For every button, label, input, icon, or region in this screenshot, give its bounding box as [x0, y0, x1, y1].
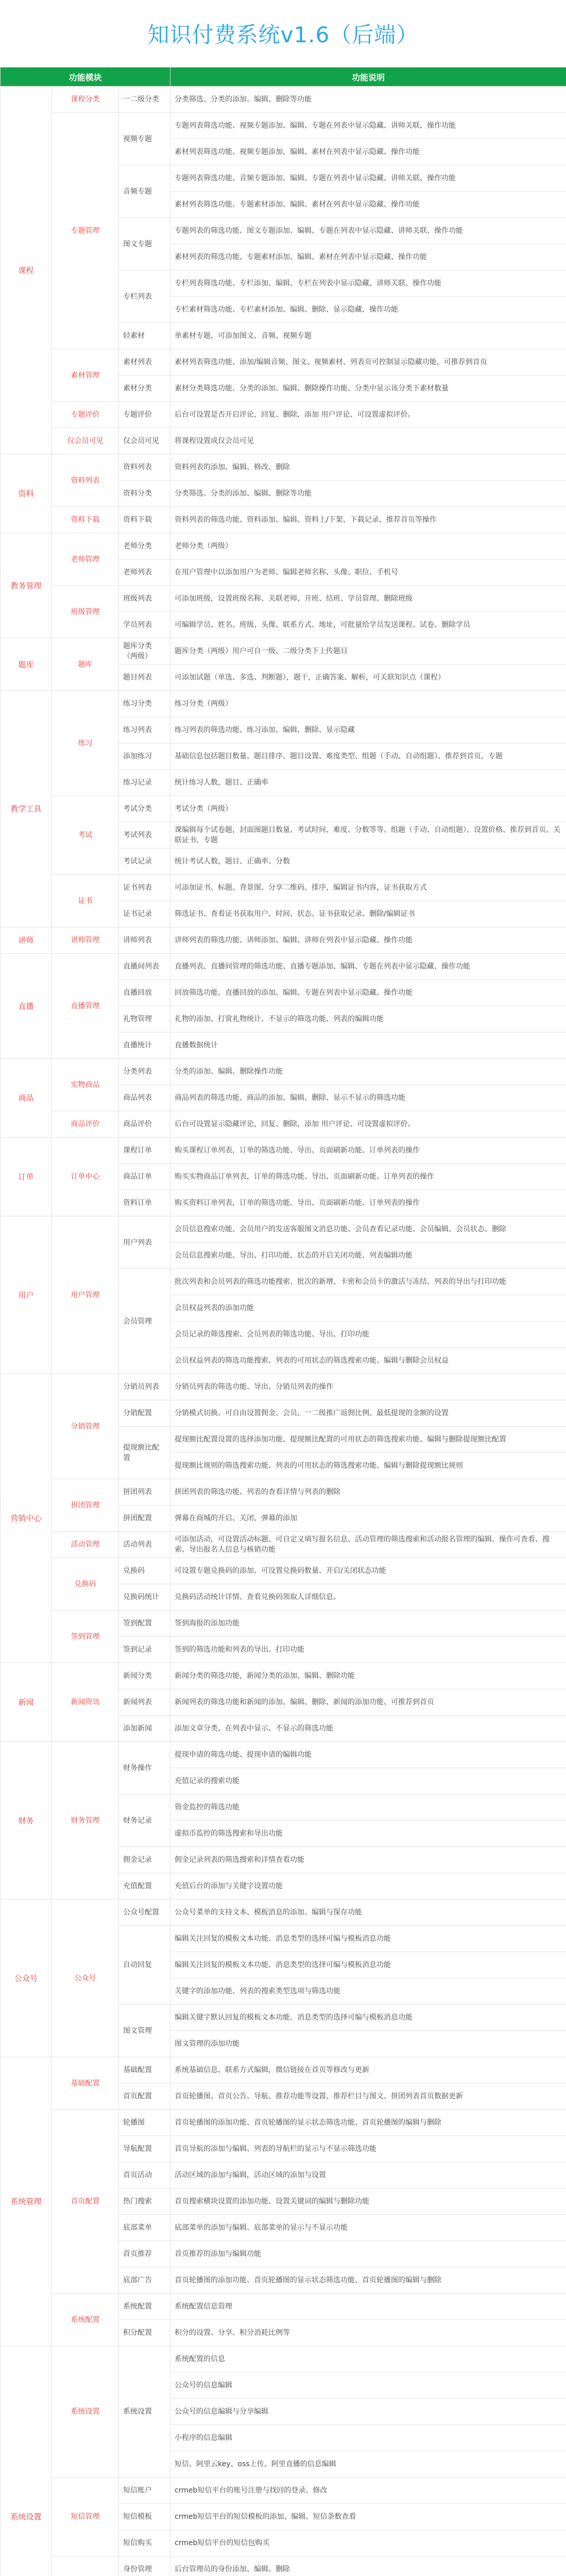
- submodule-cell: 首页配置: [52, 2110, 119, 2294]
- table-row: [1, 533, 566, 560]
- description-cell: 编辑关注回复的模板文本功能、消息类型的选择可编与模板消息功能: [170, 1952, 566, 1978]
- page-cell: 课程订单: [119, 1138, 170, 1164]
- table-row: [1, 1216, 566, 1243]
- description-cell: 分销员列表的筛选功能、导出、分销员列表的操作: [170, 1374, 566, 1400]
- table-row: [1, 454, 566, 481]
- description-cell: 购买资料订单列表，订单的筛选功能、导出、页面刷新功能、订单列表的操作: [170, 1190, 566, 1216]
- page-cell: 商品评价: [119, 1111, 170, 1138]
- page-cell: 资料分类: [119, 481, 170, 507]
- table-row: [1, 1138, 566, 1164]
- page-cell: 签到配置: [119, 1611, 170, 1637]
- page-title: 知识付费系统v1.6（后端）: [147, 22, 419, 47]
- page-cell: 资料列表: [119, 454, 170, 481]
- description-cell: 虚拟币监控的筛选搜索和导出功能: [170, 1821, 566, 1847]
- submodule-cell: 系统配置: [52, 2294, 119, 2346]
- submodule-cell: 讲师管理: [52, 927, 119, 954]
- description-cell: 购买课程订单列表，订单的筛选功能、导出、页面刷新功能、订单列表的操作: [170, 1138, 566, 1164]
- submodule-cell: 班级管理: [52, 586, 119, 638]
- description-cell: 练习列表的筛选功能、练习添加、编辑、删除、显示隐藏: [170, 717, 566, 743]
- description-cell: 会员信息搜索功能、会员用户的发送客服图文消息功能、会员查看记录功能、会员编辑、会员状态、删除: [170, 1216, 566, 1243]
- table-row: [1, 2294, 566, 2320]
- table-header-row: [1, 67, 566, 87]
- page-cell: 底部广告: [119, 2267, 170, 2294]
- submodule-cell: 用户管理: [52, 1216, 119, 1374]
- description-cell: 系统基础信息、联系方式编辑，微信链接在首页等修改与更新: [170, 2057, 566, 2083]
- feature-table: [0, 67, 566, 2576]
- description-cell: 资金监控的筛选功能: [170, 1794, 566, 1821]
- page-cell: 音频专题: [119, 165, 170, 218]
- description-cell: 首页轮播图、首页公告、导航、推荐功能等设置、推荐栏目与图文、拼团列表首页数据更新: [170, 2083, 566, 2110]
- description-cell: 基础信息包括题目数量、题目排序、题目设置、难度类型、组题（手动、自动组题）、推荐到首页、专题: [170, 743, 566, 770]
- submodule-cell: 专题评价: [52, 402, 119, 428]
- description-cell: 练习分类（两级）: [170, 691, 566, 717]
- page-cell: 练习记录: [119, 770, 170, 796]
- description-cell: 首页导航的添加与编辑、列表的导航栏的显示与不显示筛选功能: [170, 2136, 566, 2162]
- table-row: [1, 1111, 566, 1138]
- table-row: [1, 638, 566, 665]
- description-cell: 图文管理的添加功能: [170, 2031, 566, 2057]
- description-cell: 统计考试人数，题目、正确率、分数: [170, 849, 566, 875]
- page-cell: 财务操作: [119, 1742, 170, 1794]
- description-cell: crmeb短信平台的短信模板的添加、编辑、短信条数查看: [170, 2504, 566, 2530]
- module-cell: 讲师: [1, 927, 52, 954]
- page-cell: 一二级分类: [119, 87, 170, 113]
- description-cell: 公众号的信息编辑与分享编辑: [170, 2399, 566, 2425]
- page-cell: 兑换码统计: [119, 1584, 170, 1611]
- page-cell: 学员列表: [119, 612, 170, 638]
- page-cell: 底部菜单: [119, 2215, 170, 2241]
- page-cell: 专题评价: [119, 402, 170, 428]
- description-cell: 会员记录的筛选搜索、会员列表的筛选功能、导出、打印功能: [170, 1321, 566, 1348]
- page-cell: 公众号配置: [119, 1900, 170, 1926]
- page-cell: 练习分类: [119, 691, 170, 717]
- description-cell: 素材列表筛选功能、视频专题添加、编辑、素材在列表中显示隐藏、操作功能: [170, 139, 566, 165]
- submodule-cell: 题库: [52, 638, 119, 691]
- page-cell: 短信购买: [119, 2530, 170, 2556]
- submodule-cell: 系统设置: [52, 2346, 119, 2478]
- module-cell: 订单: [1, 1138, 52, 1216]
- page-cell: 系统配置: [119, 2294, 170, 2320]
- description-cell: 资料列表的添加、编辑、修改、删除: [170, 454, 566, 481]
- page-cell: 佣金记录: [119, 1847, 170, 1873]
- description-cell: 底部菜单的添加与编辑、底部菜单的显示与不显示功能: [170, 2215, 566, 2241]
- page-cell: 分类列表: [119, 1059, 170, 1085]
- page-cell: 用户列表: [119, 1216, 170, 1269]
- module-cell: 新闻: [1, 1663, 52, 1742]
- table-row: [1, 2556, 566, 2576]
- module-cell: 系统设置: [1, 2346, 52, 2576]
- description-cell: 统计练习人数，题目、正确率: [170, 770, 566, 796]
- description-cell: 新闻列表的筛选功能和新闻的添加、编辑、删除、新闻的添加功能、可推荐到首页: [170, 1689, 566, 1716]
- description-cell: 题库分类（两级）用户可自一级、二级分类下上传题目: [170, 638, 566, 665]
- page-cell: 充值配置: [119, 1873, 170, 1900]
- table-row: [1, 1532, 566, 1558]
- page-cell: 拼团列表: [119, 1479, 170, 1505]
- page-cell: 素材分类: [119, 376, 170, 402]
- description-cell: 素材分类筛选功能、分类的添加、编辑、删除操作功能、分类中显示该分类下素材数量: [170, 376, 566, 402]
- description-cell: 签到的筛选功能和列表的导出、打印功能: [170, 1637, 566, 1663]
- page-cell: 分销员列表: [119, 1374, 170, 1400]
- description-cell: 会员权益列表的添加功能: [170, 1295, 566, 1321]
- description-cell: 可添加试题（单选、多选、判断题），题干，正确答案、解析，可关联知识点（课程）: [170, 665, 566, 691]
- page-cell: 资料订单: [119, 1190, 170, 1216]
- submodule-cell: 订单中心: [52, 1138, 119, 1216]
- description-cell: 专栏列表筛选功能、专栏添加、编辑、专栏在列表中显示隐藏、讲师关联、操作功能: [170, 270, 566, 297]
- description-cell: 课编辑每个试卷题，封面图题目数量、考试时间、难度、分数等等、组题（手动、自动组题）、设置价格、推荐到首页、关联证书、专题: [170, 822, 566, 849]
- submodule-cell: 练习: [52, 691, 119, 796]
- table-row: [1, 1900, 566, 1926]
- description-cell: 专题列表的筛选功能、图文专题添加、编辑、专题在列表中显示隐藏、讲师关联、操作功能: [170, 218, 566, 244]
- table-row: [1, 113, 566, 139]
- description-cell: 分类筛选、分类的添加、编辑、删除等功能: [170, 87, 566, 113]
- page-cell: 礼物管理: [119, 1006, 170, 1032]
- page-cell: 财务记录: [119, 1794, 170, 1847]
- page-cell: 首页活动: [119, 2162, 170, 2189]
- submodule-cell: 考试: [52, 796, 119, 875]
- table-row: [1, 428, 566, 454]
- page-cell: 轻素材: [119, 323, 170, 349]
- description-cell: 提现额比规则的筛选搜索功能、列表的可用状态的筛选搜索功能、编辑与删除提现额比规则: [170, 1453, 566, 1479]
- description-cell: 素材列表的筛选功能、专题素材添加、编辑、素材在列表中显示隐藏、操作功能: [170, 244, 566, 270]
- table-row: [1, 1611, 566, 1637]
- description-cell: crmeb短信平台的短信包购买: [170, 2530, 566, 2556]
- page-cell: 分销配置: [119, 1400, 170, 1427]
- submodule-cell: 签到管理: [52, 1611, 119, 1663]
- description-cell: 充值后台的添加与关键字设置功能: [170, 1873, 566, 1900]
- page-cell: 短信模板: [119, 2504, 170, 2530]
- table-row: [1, 349, 566, 376]
- submodule-cell: 课程分类: [52, 87, 119, 113]
- description-cell: 礼物的添加、打赏礼物统计、不显示的筛选功能、列表的编辑功能: [170, 1006, 566, 1032]
- page-cell: 专栏列表: [119, 270, 170, 323]
- page-cell: 考试分类: [119, 796, 170, 822]
- submodule-cell: 证书: [52, 875, 119, 927]
- page-cell: 签到记录: [119, 1637, 170, 1663]
- description-cell: 后台管理员的身份添加、编辑、删除: [170, 2556, 566, 2576]
- description-cell: 充值记录的搜索功能: [170, 1768, 566, 1794]
- table-body: [1, 87, 566, 2576]
- header-description: 功能说明: [170, 67, 566, 87]
- description-cell: 关键字的添加功能、列表的搜索类型选项与筛选功能: [170, 1978, 566, 2005]
- description-cell: 首页搜索横块设置的添加功能、设置关键词的编辑与删除功能: [170, 2189, 566, 2215]
- table-row: [1, 954, 566, 980]
- description-cell: 编辑关键字默认回复的模板文本功能、消息类型的选择可编与模板消息功能: [170, 2005, 566, 2031]
- description-cell: 兑换码活动统计详情、查看兑换码领取人详细信息。: [170, 1584, 566, 1611]
- description-cell: 会员权益列表的筛选功能搜索、列表的可用状态的筛选搜索功能、编辑与删除会员权益: [170, 1348, 566, 1374]
- module-cell: 课程: [1, 87, 52, 454]
- description-cell: 可添加证书、标题、背景图、分享二维码、排序，编辑证书内容，证书获取方式: [170, 875, 566, 901]
- submodule-cell: 财务管理: [52, 1742, 119, 1900]
- description-cell: 在用户管理中以添加用户为老师、编辑老师名称、头像、职位、手机号: [170, 560, 566, 586]
- table-row: [1, 1742, 566, 1768]
- description-cell: 专题列表筛选功能、音频专题添加、编辑、专题在列表中显示隐藏、讲师关联、操作功能: [170, 165, 566, 192]
- description-cell: 编辑关注回复的模板文本功能、消息类型的选择可编与模板消息功能: [170, 1926, 566, 1952]
- submodule-cell: 活动管理: [52, 1532, 119, 1558]
- description-cell: 提现额比配置设置的选择添加功能、提现额比配置的可用状态的筛选搜索功能、编辑与删除提现额比配置: [170, 1427, 566, 1453]
- page-cell: 考试记录: [119, 849, 170, 875]
- description-cell: 讲师列表的筛选功能、讲师添加、编辑、讲师在列表中显示隐藏、操作功能: [170, 927, 566, 954]
- description-cell: 筛选证书、查看证书获取用户、时间、状态、证书获取记录、删除/编辑证书: [170, 901, 566, 927]
- description-cell: 短信、阿里云key、oss上传、阿里直播的信息编辑: [170, 2451, 566, 2478]
- page-cell: 讲师列表: [119, 927, 170, 954]
- description-cell: 公众号菜单的支持文本、模板消息的添加、编辑与保存功能: [170, 1900, 566, 1926]
- page-cell: 首页推荐: [119, 2241, 170, 2267]
- description-cell: 系统配置的信息: [170, 2346, 566, 2372]
- page-cell: 积分配置: [119, 2320, 170, 2346]
- description-cell: 可添加活动，可设置活动标题、可自定义填写报名信息、活动管理的筛选搜索和活动报名管理的编辑、操作可查看、搜索、导出报名人信息与核销功能: [170, 1532, 566, 1558]
- description-cell: 可添加班级，设置班级名称、关联老师、开班、结班、学员管理、删除班级: [170, 586, 566, 612]
- description-cell: 新闻分类的筛选功能，新闻分类的添加、编辑、删除功能: [170, 1663, 566, 1689]
- page-cell: 资料下载: [119, 507, 170, 533]
- page-cell: 题库分类（两级）: [119, 638, 170, 665]
- description-cell: 提现申请的筛选功能、提现申请的编辑功能: [170, 1742, 566, 1768]
- module-cell: 系统管理: [1, 2057, 52, 2346]
- description-cell: crmeb短信平台的账号注册与找回的登录、修改: [170, 2478, 566, 2504]
- description-cell: 资料列表的筛选功能、资料添加、编辑、资料上/下架、下载记录、推荐首页等操作: [170, 507, 566, 533]
- submodule-cell: 基础配置: [52, 2057, 119, 2110]
- description-cell: 首页轮播图的添加功能、首页轮播图的显示状态筛选功能、首页轮播图的编辑与删除: [170, 2110, 566, 2136]
- submodule-cell: 专题管理: [52, 113, 119, 349]
- page-cell: 基础配置: [119, 2057, 170, 2083]
- table-row: [1, 586, 566, 612]
- table-row: [1, 2346, 566, 2372]
- description-cell: 分销模式切换、可自由设置佣金、会员、一二级推广返佣比例、最低提现的金额的设置: [170, 1400, 566, 1427]
- page-cell: 素材列表: [119, 349, 170, 376]
- page-cell: 兑换码: [119, 1558, 170, 1584]
- page-cell: 视频专题: [119, 113, 170, 165]
- page-cell: 证书列表: [119, 875, 170, 901]
- description-cell: 商品列表的筛选功能、商品的添加、编辑、删除、显示不显示的筛选功能: [170, 1085, 566, 1111]
- submodule-cell: 短信管理: [52, 2478, 119, 2556]
- description-cell: 批次列表和会员列表的筛选功能搜索、批次的新增、卡密和会员卡的激活与冻结、列表的导出与打印功能: [170, 1269, 566, 1295]
- page-cell: 图文专题: [119, 218, 170, 270]
- submodule-cell: 实物商品: [52, 1059, 119, 1111]
- table-row: [1, 1479, 566, 1505]
- description-cell: 拼团列表的筛选功能、列表的查看详情与列表的删除: [170, 1479, 566, 1505]
- description-cell: 签到海报的添加功能: [170, 1611, 566, 1637]
- description-cell: 素材列表筛选功能、添加/编辑音频、图文、视频素材、列表页可控制显示隐藏功能，可推荐到首页: [170, 349, 566, 376]
- submodule-cell: 仅会员可见: [52, 428, 119, 454]
- module-cell: 公众号: [1, 1900, 52, 2057]
- description-cell: 直播数据统计: [170, 1032, 566, 1059]
- submodule-cell: 直播管理: [52, 954, 119, 1059]
- description-cell: 专题列表筛选功能、视频专题添加、编辑、专题在列表中显示隐藏、讲师关联、操作功能: [170, 113, 566, 139]
- table-row: [1, 402, 566, 428]
- table-row: [1, 691, 566, 717]
- module-cell: 题库: [1, 638, 52, 691]
- page-cell: 证书记录: [119, 901, 170, 927]
- table-row: [1, 1059, 566, 1085]
- description-cell: 购买实物商品订单列表，订单的筛选功能、导出、页面刷新功能、订单列表的操作: [170, 1164, 566, 1190]
- page-cell: 身份管理: [119, 2556, 170, 2576]
- description-cell: 可编辑学员、姓名、班级、头像、联系方式、地址，可批量给学员发送课程、试卷、删除学员: [170, 612, 566, 638]
- description-cell: 会员信息搜索功能、导出、打印功能、状态的开启关闭功能、列表编辑功能: [170, 1243, 566, 1269]
- page-cell: 短信账户: [119, 2478, 170, 2504]
- submodule-cell: 素材管理: [52, 349, 119, 402]
- description-cell: 将课程设置成仅会员可见: [170, 428, 566, 454]
- page-cell: 新闻分类: [119, 1663, 170, 1689]
- submodule-cell: 新闻资讯: [52, 1663, 119, 1742]
- submodule-cell: 兑换码: [52, 1558, 119, 1611]
- module-cell: 教务管理: [1, 533, 52, 638]
- table-row: [1, 1374, 566, 1400]
- description-cell: 首页推荐的添加与编辑功能: [170, 2241, 566, 2267]
- page-cell: 直播间列表: [119, 954, 170, 980]
- module-cell: 资料: [1, 454, 52, 533]
- submodule-cell: 老师管理: [52, 533, 119, 586]
- description-cell: 佣金记录列表的筛选搜索和详情查看功能: [170, 1847, 566, 1873]
- page-cell: 直播统计: [119, 1032, 170, 1059]
- page-cell: 题目列表: [119, 665, 170, 691]
- page-cell: 仅会员可见: [119, 428, 170, 454]
- description-cell: 弹幕在商城的开启、关闭、弹幕的添加: [170, 1505, 566, 1532]
- module-cell: 教学工具: [1, 691, 52, 927]
- description-cell: 添加文章分类、在列表中显示、不显示的筛选功能: [170, 1716, 566, 1742]
- submodule-cell: 拼团管理: [52, 1479, 119, 1532]
- page-cell: 首页配置: [119, 2083, 170, 2110]
- description-cell: 系统配置信息管理: [170, 2294, 566, 2320]
- page-cell: 拼团配置: [119, 1505, 170, 1532]
- page-cell: 考试列表: [119, 822, 170, 849]
- page-cell: 添加新闻: [119, 1716, 170, 1742]
- page-cell: 练习列表: [119, 717, 170, 743]
- page-cell: 商品订单: [119, 1164, 170, 1190]
- description-cell: 分类筛选、分类的添加、编辑、删除等功能: [170, 481, 566, 507]
- description-cell: 活动区域的添加与编辑，活动区域的添加与设置: [170, 2162, 566, 2189]
- submodule-cell: 资料下载: [52, 507, 119, 533]
- description-cell: 公众号的信息编辑: [170, 2372, 566, 2399]
- submodule-cell: 公众号: [52, 1900, 119, 2057]
- table-row: [1, 2057, 566, 2083]
- table-row: [1, 875, 566, 901]
- page-cell: 自动回复: [119, 1926, 170, 2005]
- header-module: 功能模块: [1, 67, 170, 87]
- description-cell: 积分的设置、分享、积分消耗比例等: [170, 2320, 566, 2346]
- description-cell: 单素材专题，可添加图文、音频、视频专题: [170, 323, 566, 349]
- module-cell: 财务: [1, 1742, 52, 1900]
- table-row: [1, 1663, 566, 1689]
- description-cell: 分类的添加、编辑、删除操作功能: [170, 1059, 566, 1085]
- description-cell: 后台可设置显示隐藏评论，回复、删除，添加 用户评论、可设置虚拟评价。: [170, 1111, 566, 1138]
- table-row: [1, 2110, 566, 2136]
- table-row: [1, 87, 566, 113]
- page-cell: 老师分类: [119, 533, 170, 560]
- submodule-cell: 商品评价: [52, 1111, 119, 1138]
- page-cell: 老师列表: [119, 560, 170, 586]
- page-cell: 系统设置: [119, 2346, 170, 2478]
- description-cell: 专栏素材筛选功能、专栏素材添加、编辑、删除、显示隐藏、操作功能: [170, 297, 566, 323]
- page-cell: 直播回放: [119, 980, 170, 1006]
- module-cell: 营销中心: [1, 1374, 52, 1663]
- description-cell: 后台可设置是否开启评论，回复、删除，添加 用户评论、可设置虚拟评价。: [170, 402, 566, 428]
- page-cell: 新闻列表: [119, 1689, 170, 1716]
- table-row: [1, 796, 566, 822]
- submodule-cell: [52, 2556, 119, 2576]
- module-cell: 商品: [1, 1059, 52, 1138]
- table-row: [1, 507, 566, 533]
- submodule-cell: 分销管理: [52, 1374, 119, 1479]
- module-cell: 用户: [1, 1216, 52, 1374]
- description-cell: 回放筛选功能、直播回放的添加、编辑、专题在列表中显示隐藏、操作功能: [170, 980, 566, 1006]
- page-cell: 图文管理: [119, 2005, 170, 2057]
- page-cell: 提现额比配置: [119, 1427, 170, 1479]
- description-cell: 素材列表筛选功能、专题素材添加、编辑、素材在列表中显示隐藏、操作功能: [170, 192, 566, 218]
- page-cell: 会员管理: [119, 1269, 170, 1374]
- page-cell: 轮播图: [119, 2110, 170, 2136]
- description-cell: 直播列表、直播间管理的筛选功能、直播专题添加、编辑、专题在列表中显示隐藏、操作功能: [170, 954, 566, 980]
- page-cell: 活动列表: [119, 1532, 170, 1558]
- page-cell: 商品列表: [119, 1085, 170, 1111]
- table-row: [1, 1558, 566, 1584]
- description-cell: 首页轮播图的添加功能、首页轮播图的显示状态筛选功能、首页轮播图的编辑与删除: [170, 2267, 566, 2294]
- module-cell: 直播: [1, 954, 52, 1059]
- description-cell: 老师分类（两级）: [170, 533, 566, 560]
- submodule-cell: 资料列表: [52, 454, 119, 507]
- description-cell: 可设置专题兑换码的添加、可设置兑换码数量、开启/关闭状态功能: [170, 1558, 566, 1584]
- page-cell: 班级列表: [119, 586, 170, 612]
- description-cell: 小程序的信息编辑: [170, 2425, 566, 2451]
- table-row: [1, 927, 566, 954]
- page-cell: 添加练习: [119, 743, 170, 770]
- page-cell: 热门搜索: [119, 2189, 170, 2215]
- page-cell: 导航配置: [119, 2136, 170, 2162]
- description-cell: 考试分类（两级）: [170, 796, 566, 822]
- table-row: [1, 2478, 566, 2504]
